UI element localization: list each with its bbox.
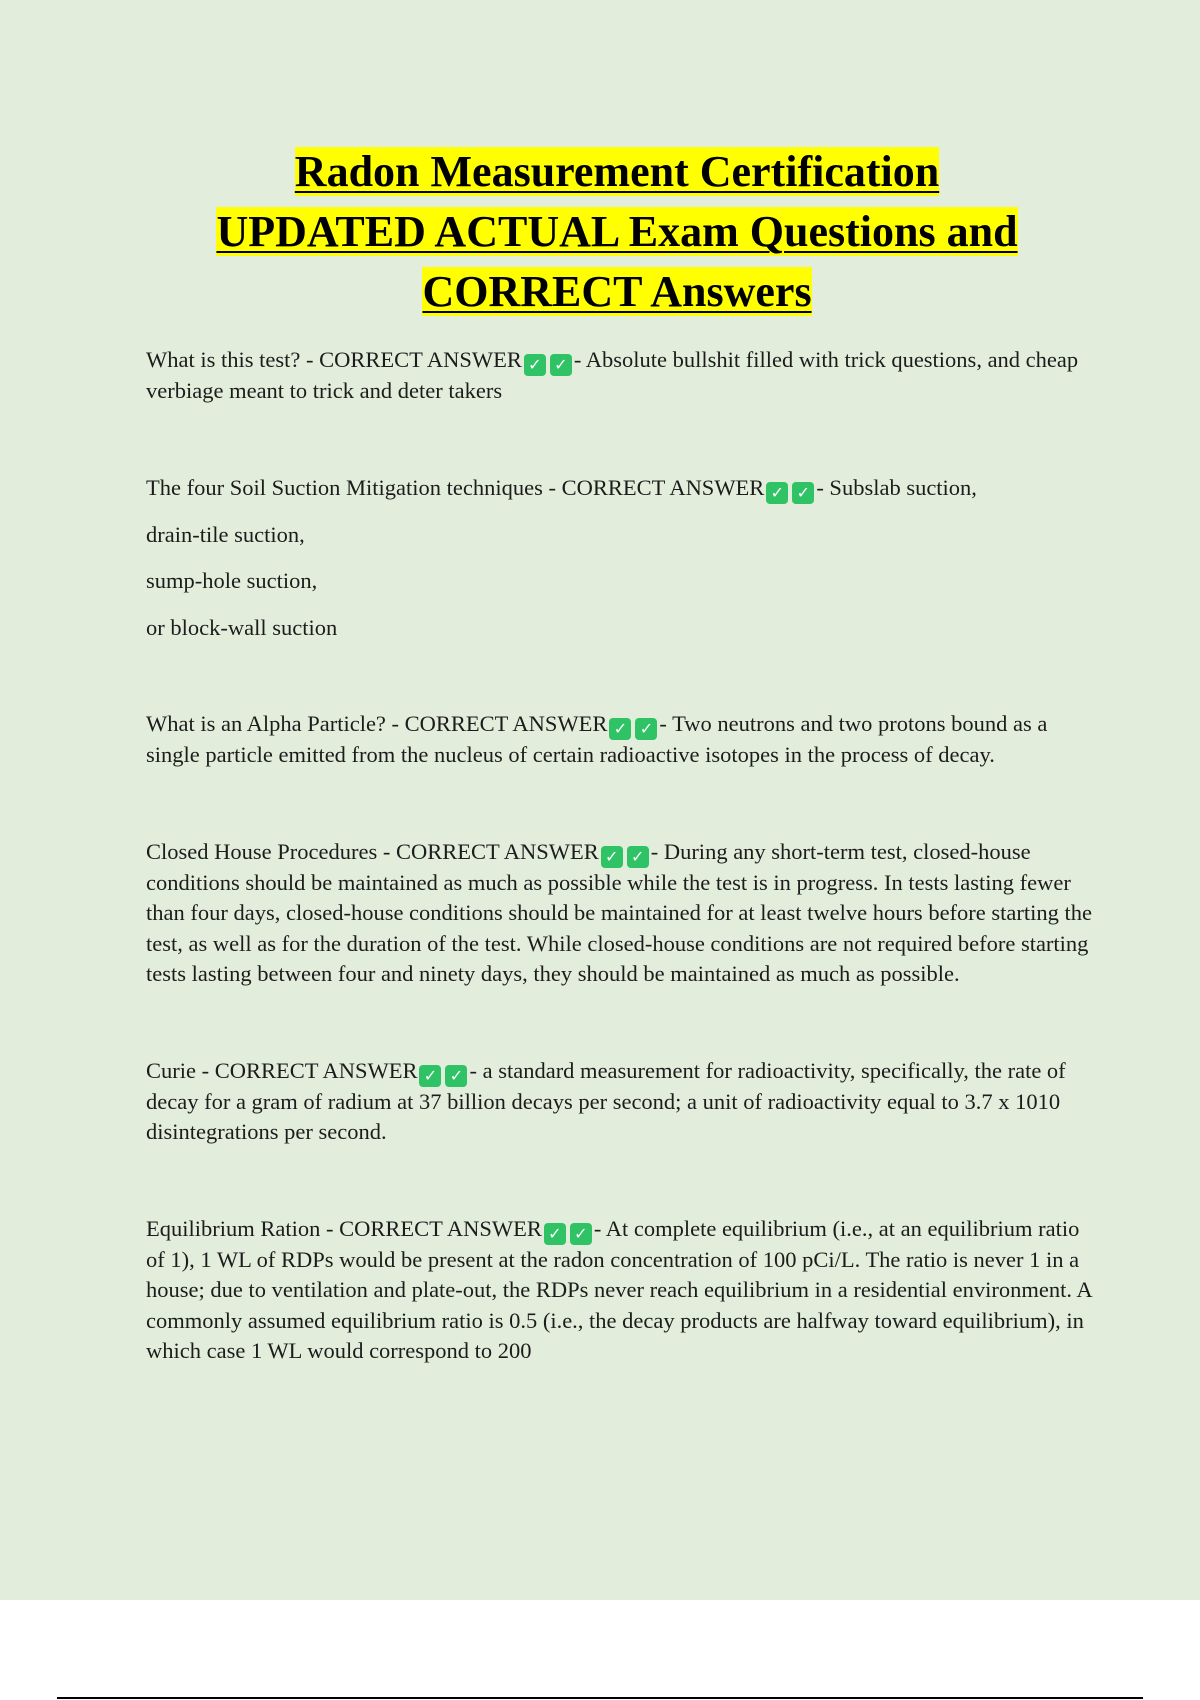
answer-text: - Two neutrons and two protons bound as a single particle emitted from the nucleus of certain radioactive isotopes in the process of decay. xyxy=(146,711,1048,767)
checkmark-icon: ✓ xyxy=(766,482,788,504)
qa-entry xyxy=(146,1056,1092,1148)
answer-text: - During any short-term test, closed-house conditions should be maintained as much as possible while the test is in progress. In tests lasting fewer than four days, closed-house conditions should be maintained for at least twelve hours before starting the test, as well as for the duration of the test. While closed-house conditions are not required before starting tests lasting between four and ninety days, they should be maintained as much as possible. xyxy=(146,838,1092,986)
checkmark-icon: ✓ xyxy=(419,1065,441,1087)
checkmark-icon: ✓ xyxy=(609,718,631,740)
answer-marker: - CORRECT ANSWER xyxy=(201,1057,418,1083)
question-text: What is this test? xyxy=(146,347,301,372)
question-text: The four Soil Suction Mitigation techniques xyxy=(146,474,543,500)
answer-text: - Absolute bullshit filled with trick questions, and cheap verbiage meant to trick and deter takers xyxy=(146,347,1079,403)
answer-text: - At complete equilibrium (i.e., at an equilibrium ratio of 1), 1 WL of RDPs would be present at the radon concentration of 100 pCi/L. The ratio is never 1 in a house; due to ventilation and plate-out, the RDPs never reach equilibrium in a residential environment. A commonly assumed equilibrium ratio is 0.5 (i.e., the decay products are halfway toward equilibrium), in which case 1 WL would correspond to 200 xyxy=(146,1215,1092,1363)
checkmark-icon: ✓ xyxy=(792,482,814,504)
answer-text: - a standard measurement for radioactivity, specifically, the rate of decay for a gram of radium at 37 billion decays per second; a unit of radioactivity equal to 3.7 x 1010 disintegrations per second. xyxy=(146,1057,1066,1144)
qa-entry xyxy=(146,1214,1092,1367)
answer-marker: - CORRECT ANSWER xyxy=(382,838,599,864)
answer-continuation: drain-tile suction, xyxy=(146,521,305,547)
qa-entry xyxy=(146,709,1092,771)
answer-text: - Subslab suction, xyxy=(816,474,977,500)
bottom-divider xyxy=(57,1697,1143,1699)
answer-continuation: sump-hole suction, xyxy=(146,568,318,593)
document-title xyxy=(100,142,1134,322)
checkmark-icon: ✓ xyxy=(445,1065,467,1087)
checkmark-icon: ✓ xyxy=(627,846,649,868)
question-text: What is an Alpha Particle? xyxy=(146,711,386,736)
answer-continuation: or block-wall suction xyxy=(146,614,338,640)
title-line-2: UPDATED ACTUAL Exam Questions and xyxy=(216,207,1018,256)
answer-marker: - CORRECT ANSWER xyxy=(305,347,522,372)
qa-entry xyxy=(146,345,1092,407)
title-line-1: Radon Measurement Certification xyxy=(294,147,940,196)
checkmark-icon: ✓ xyxy=(550,354,572,376)
qa-entry xyxy=(146,473,1092,504)
title-line-3: CORRECT Answers xyxy=(422,267,812,316)
answer-marker: - CORRECT ANSWER xyxy=(548,474,765,500)
checkmark-icon: ✓ xyxy=(544,1223,566,1245)
answer-marker: - CORRECT ANSWER xyxy=(391,711,608,736)
checkmark-icon: ✓ xyxy=(570,1223,592,1245)
checkmark-icon: ✓ xyxy=(524,354,546,376)
qa-entry xyxy=(146,837,1092,990)
question-text: Equilibrium Ration xyxy=(146,1215,321,1241)
checkmark-icon: ✓ xyxy=(635,718,657,740)
answer-marker: - CORRECT ANSWER xyxy=(326,1215,542,1241)
question-text: Closed House Procedures xyxy=(146,838,378,864)
checkmark-icon: ✓ xyxy=(601,846,623,868)
page-bottom-margin xyxy=(0,1600,1200,1700)
question-text: Curie xyxy=(146,1057,196,1083)
qa-list xyxy=(146,345,1092,1367)
